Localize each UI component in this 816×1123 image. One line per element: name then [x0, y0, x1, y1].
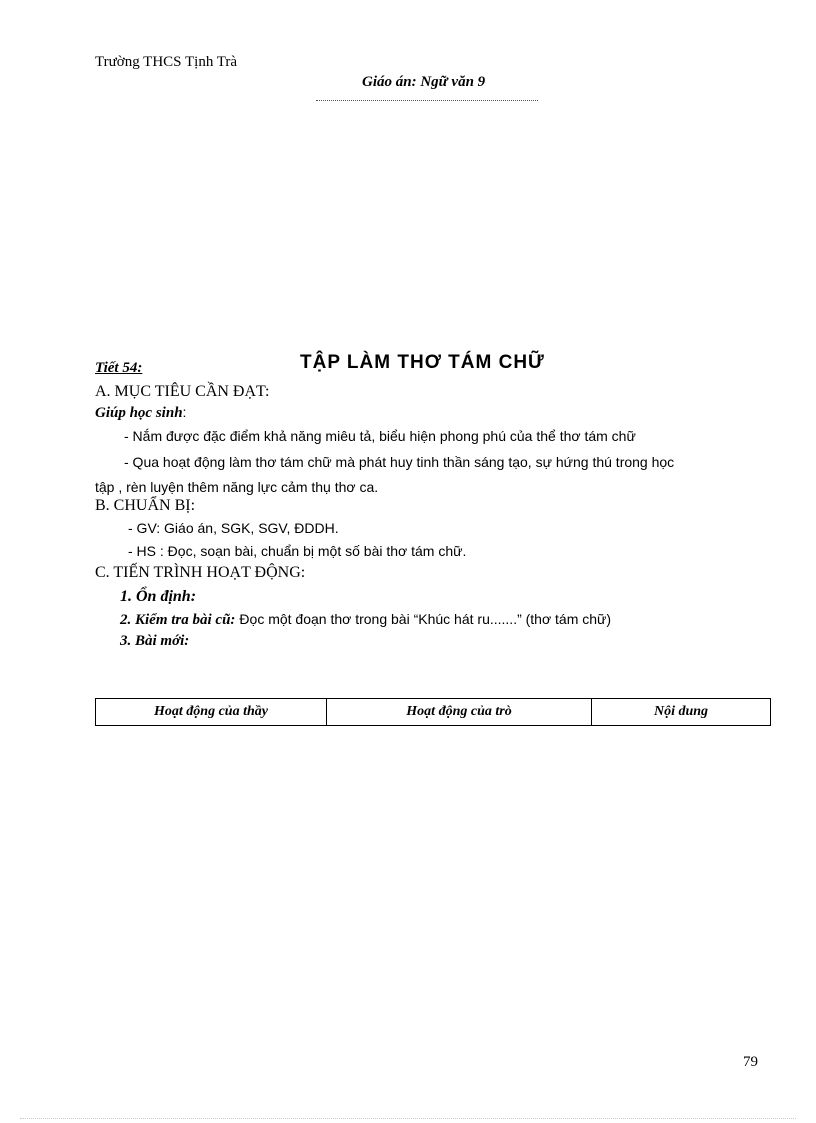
step-2 [120, 611, 611, 629]
section-b-heading: B. CHUẨN BỊ: [95, 497, 196, 514]
step-3: 3. Bài mới: [120, 633, 190, 649]
intro-suffix: : [182, 404, 187, 420]
section-c-heading: C. TIẾN TRÌNH HOẠT ĐỘNG: [95, 564, 306, 581]
section-a-heading: A. MỤC TIÊU CẦN ĐẠT: [95, 383, 270, 400]
school-name: Trường THCS Tịnh Trà [95, 54, 238, 70]
step-1: 1. Ổn định: [120, 588, 197, 605]
footer-divider [20, 1118, 796, 1119]
header-content: Nội dung [592, 699, 771, 726]
objective-line-3: tập , rèn luyện thêm năng lực cảm thụ thơ ca. [95, 479, 379, 495]
step-2-label: 2. Kiểm tra bài cũ: [120, 612, 236, 628]
step-2-text: Đọc một đoạn thơ trong bài “Khúc hát ru.......” (thơ tám chữ) [239, 611, 612, 627]
page-number: 79 [743, 1054, 758, 1070]
lesson-number: Tiết 54: [95, 360, 143, 376]
section-a-intro [95, 404, 186, 422]
prep-gv: - GV: Giáo án, SGK, SGV, ĐDDH. [128, 520, 339, 536]
table-header-row [96, 699, 771, 726]
intro-label: Giúp học sinh [95, 405, 183, 421]
header-divider [316, 100, 538, 101]
objective-line-1: - Nắm được đặc điểm khả năng miêu tả, biểu hiện phong phú của thể thơ tám chữ [124, 428, 636, 444]
prep-hs: - HS : Đọc, soạn bài, chuẩn bị một số bài thơ tám chữ. [128, 543, 467, 559]
lesson-title: TẬP LÀM THƠ TÁM CHỮ [300, 352, 545, 373]
header-student: Hoạt động của trò [327, 699, 592, 726]
header-teacher: Hoạt động của thầy [96, 699, 327, 726]
subject-title: Giáo án: Ngữ văn 9 [362, 74, 486, 90]
objective-line-2: - Qua hoạt động làm thơ tám chữ mà phát huy tinh thần sáng tạo, sự hứng thú trong học [124, 454, 675, 470]
activity-table [95, 698, 771, 726]
